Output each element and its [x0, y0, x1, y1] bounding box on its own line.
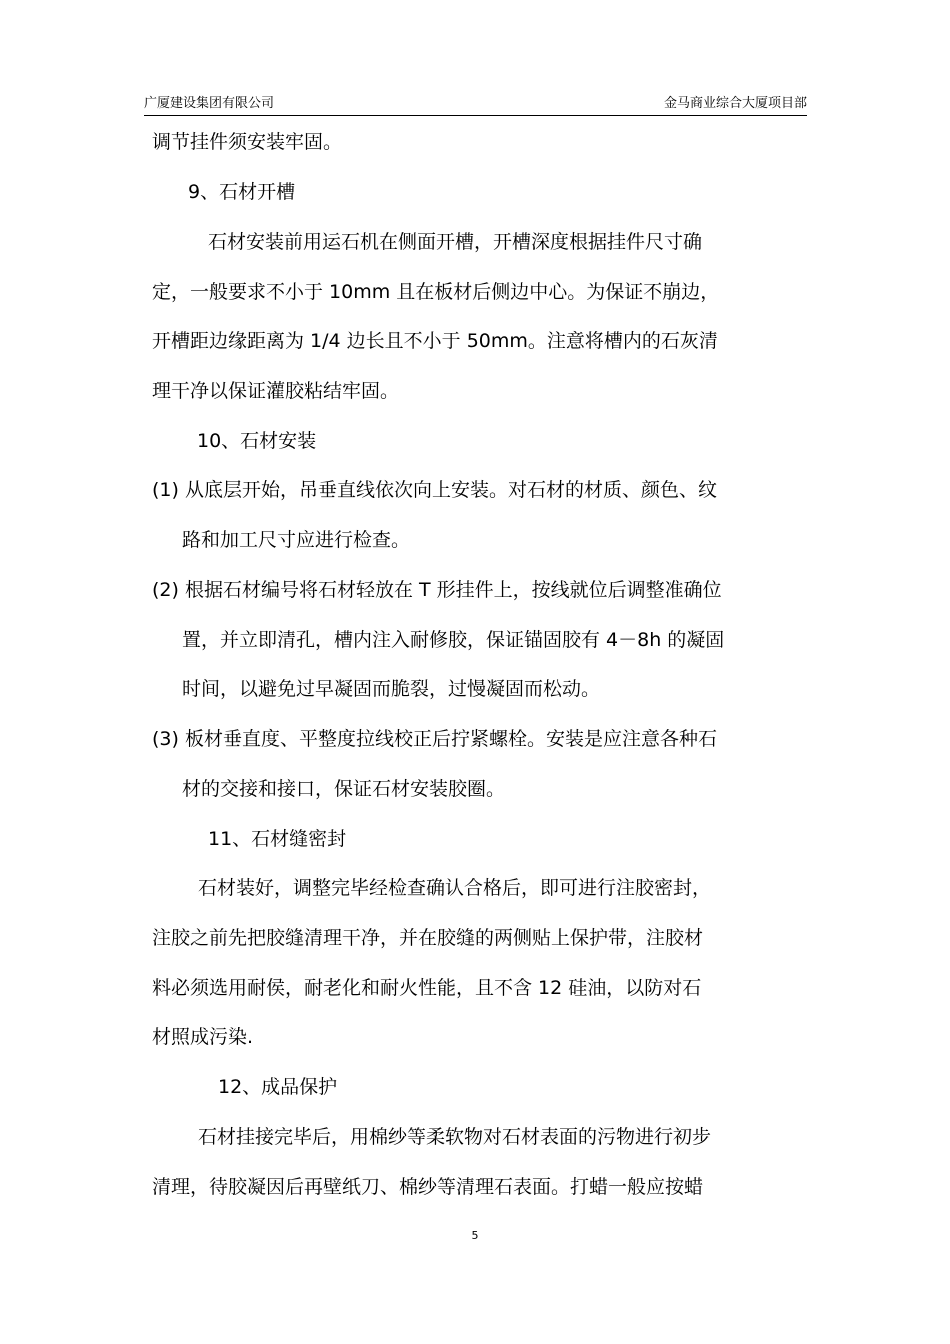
section-heading-9: 9、石材开槽: [188, 181, 296, 203]
section-heading-12: 12、成品保护: [218, 1076, 338, 1098]
section-heading-11: 11、石材缝密封: [208, 828, 347, 850]
paragraph-line: 料必须选用耐侯，耐老化和耐火性能，且不含 12 硅油，以防对石: [152, 977, 702, 999]
paragraph-line: 石材挂接完毕后，用棉纱等柔软物对石材表面的污物进行初步: [198, 1126, 712, 1148]
paragraph-line: 开槽距边缘距离为 1/4 边长且不小于 50mm。注意将槽内的石灰清: [152, 330, 718, 352]
list-item-line: 路和加工尺寸应进行检查。: [182, 529, 411, 551]
paragraph-line: 理干净以保证灌胶粘结牢固。: [152, 380, 400, 402]
paragraph-line: 定，一般要求不小于 10mm 且在板材后侧边中心。为保证不崩边，: [152, 281, 720, 303]
paragraph-line: 注胶之前先把胶缝清理干净，并在胶缝的两侧贴上保护带，注胶材: [152, 927, 704, 949]
list-item-line: 时间，以避免过早凝固而脆裂，过慢凝固而松动。: [182, 678, 601, 700]
header-company-name: 广厦建设集团有限公司: [144, 96, 275, 111]
list-item-line: (2) 根据石材编号将石材轻放在 T 形挂件上，按线就位后调整准确位: [152, 579, 722, 601]
section-heading-10: 10、石材安装: [197, 430, 317, 452]
list-item-line: (3) 板材垂直度、平整度拉线校正后拧紧螺栓。安装是应注意各种石: [152, 728, 717, 750]
paragraph-line: 清理，待胶凝因后再壁纸刀、棉纱等清理石表面。打蜡一般应按蜡: [152, 1176, 704, 1198]
page-number: 5: [471, 1229, 479, 1242]
paragraph-line: 调节挂件须安装牢固。: [152, 131, 343, 153]
paragraph-line: 材照成污染.: [152, 1026, 254, 1048]
header-project-name: 金马商业综合大厦项目部: [663, 96, 807, 111]
list-item-line: (1) 从底层开始，吊垂直线依次向上安装。对石材的材质、颜色、纹: [152, 479, 717, 501]
paragraph-line: 石材装好，调整完毕经检查确认合格后，即可进行注胶密封，: [198, 877, 712, 899]
list-item-line: 置，并立即清孔，槽内注入耐修胶，保证锚固胶有 4－8h 的凝固: [182, 629, 725, 651]
list-item-line: 材的交接和接口，保证石材安装胶圈。: [182, 778, 506, 800]
page-header: [144, 95, 807, 116]
paragraph-line: 石材安装前用运石机在侧面开槽，开槽深度根据挂件尺寸确: [208, 231, 703, 253]
